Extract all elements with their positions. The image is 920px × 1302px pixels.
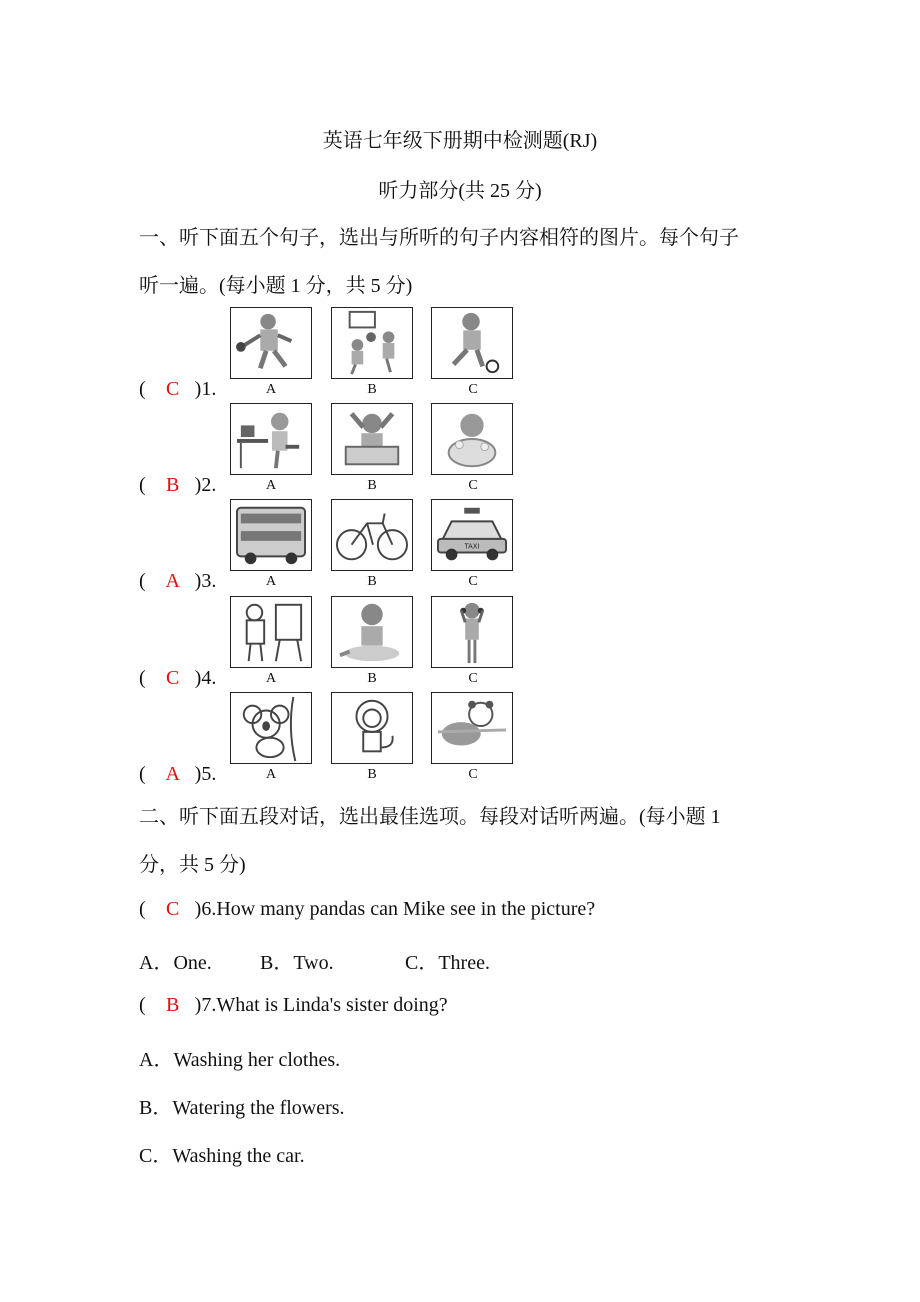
section1-heading-line1: 一、听下面五个句子，选出与所听的句子内容相符的图片。每个句子	[139, 227, 739, 249]
q1-label-a: A	[265, 382, 277, 397]
question-6-number: )6.	[194, 898, 217, 920]
question-5-number: )5.	[194, 763, 217, 785]
q3-label-b: B	[367, 574, 377, 589]
q2-picture-a-computer[interactable]	[230, 403, 312, 475]
answer-5: A	[165, 763, 180, 785]
question-7-option-c[interactable]: C．Washing the car.	[139, 1145, 305, 1167]
question-3-label: ( A )3.	[139, 570, 217, 592]
question-1-label: ( C )1.	[139, 378, 217, 400]
section-subtitle: 听力部分(共 25 分)	[378, 180, 542, 202]
answer-2: B	[166, 474, 180, 496]
q4-label-b: B	[367, 671, 377, 686]
q2-label-a: A	[265, 478, 277, 493]
q4-picture-b-sitting[interactable]	[331, 596, 413, 668]
q5-picture-b-lion[interactable]	[331, 692, 413, 764]
q4-label-c: C	[468, 671, 478, 686]
taxi-sign: TAXI	[464, 542, 480, 551]
question-7: ( B )7.What is Linda's sister doing?	[139, 994, 448, 1016]
q3-picture-b-bicycle[interactable]	[331, 499, 413, 571]
answer-3: A	[165, 570, 180, 592]
q5-label-b: B	[367, 767, 377, 782]
q3-picture-c-taxi[interactable]	[431, 499, 513, 571]
q5-picture-a-koala[interactable]	[230, 692, 312, 764]
question-6: ( C )6.How many pandas can Mike see in the picture?	[139, 898, 596, 920]
q4-label-a: A	[265, 671, 277, 686]
section1-heading-line2: 听一遍。(每小题 1 分，共 5 分)	[139, 275, 413, 297]
q1-label-b: B	[367, 382, 377, 397]
page-title: 英语七年级下册期中检测题(RJ)	[322, 130, 598, 152]
q2-picture-c-bath[interactable]	[431, 403, 513, 475]
q2-picture-b-bed[interactable]	[331, 403, 413, 475]
question-6-option-c[interactable]: C．Three.	[405, 952, 490, 974]
question-7-option-b[interactable]: B．Watering the flowers.	[139, 1097, 345, 1119]
question-4-number: )4.	[194, 667, 217, 689]
section2-heading-line2: 分，共 5 分)	[139, 854, 246, 876]
q4-picture-a-painting[interactable]	[230, 596, 312, 668]
q1-picture-a-ping-pong[interactable]	[230, 307, 312, 379]
q5-picture-c-panda[interactable]	[431, 692, 513, 764]
question-7-text: What is Linda's sister doing?	[216, 994, 448, 1016]
question-3-number: )3.	[194, 570, 217, 592]
q5-label-a: A	[265, 767, 277, 782]
q4-picture-c-listening-music[interactable]	[431, 596, 513, 668]
question-6-option-a[interactable]: A．One.	[139, 952, 212, 974]
question-7-option-a[interactable]: A．Washing her clothes.	[139, 1049, 341, 1071]
question-5-label: ( A )5.	[139, 763, 217, 785]
answer-6: C	[166, 898, 180, 920]
question-1-number: )1.	[194, 378, 217, 400]
question-2-label: ( B )2.	[139, 474, 217, 496]
answer-4: C	[166, 667, 180, 689]
question-7-number: )7.	[194, 994, 217, 1016]
question-6-option-b[interactable]: B．Two.	[260, 952, 334, 974]
question-2-number: )2.	[194, 474, 217, 496]
q1-picture-c-soccer[interactable]	[431, 307, 513, 379]
q1-picture-b-basketball[interactable]	[331, 307, 413, 379]
q3-label-c: C	[468, 574, 478, 589]
q2-label-c: C	[468, 478, 478, 493]
section2-heading-line1: 二、听下面五段对话，选出最佳选项。每段对话听两遍。(每小题 1	[139, 806, 721, 828]
q5-label-c: C	[468, 767, 478, 782]
q3-picture-a-bus[interactable]	[230, 499, 312, 571]
q2-label-b: B	[367, 478, 377, 493]
answer-7: B	[166, 994, 180, 1016]
answer-1: C	[166, 378, 180, 400]
q1-label-c: C	[468, 382, 478, 397]
q3-label-a: A	[265, 574, 277, 589]
question-4-label: ( C )4.	[139, 667, 217, 689]
question-6-text: How many pandas can Mike see in the picture?	[216, 898, 596, 920]
